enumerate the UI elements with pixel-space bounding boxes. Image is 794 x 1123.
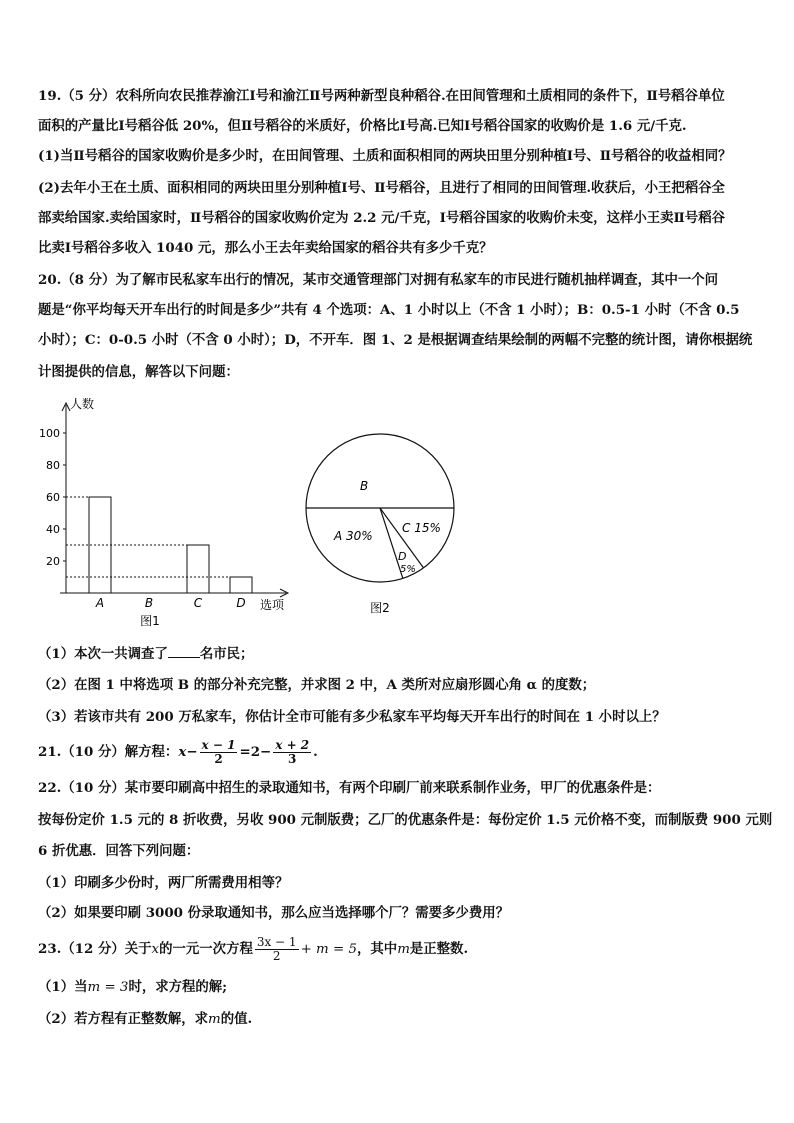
figure-2-pie-chart	[300, 400, 470, 620]
q19-subquestion-2-line-3: 比卖Ⅰ号稻谷多收入 1040 元，那么小王去年卖给国家的稻谷共有多少千克？	[38, 240, 493, 256]
x-tick-label-B: B	[144, 596, 154, 610]
q22-line-2: 按每份定价 1.5 元的 8 折收费，另收 900 元制版费；乙厂的优惠条件是：每份定价 1.5 元价格不变，而制版费 900 元则	[38, 812, 773, 828]
q23-plus-m: + m = 5	[300, 942, 358, 957]
q20-line-3: 小时）；C：0-0.5 小时（不含 0 小时）；D，不开车．图 1、2 是根据调查结果绘制的两幅不完整的统计图，请你根据统	[38, 332, 753, 348]
answer-blank	[168, 645, 200, 658]
q20-subquestion-2: （2）在图 1 中将选项 B 的部分补充完整，并求图 2 中，A 类所对应扇形圆心角 α 的度数；	[38, 677, 596, 693]
y-tick-label: 20	[46, 555, 60, 568]
pie-slice-label-C: C 15%	[402, 521, 441, 535]
y-tick-label: 80	[46, 459, 60, 472]
q23-s1-before: （1）当	[38, 979, 88, 995]
fraction-2	[273, 739, 311, 766]
var-x: x	[151, 942, 160, 957]
x-axis-label: 选项	[260, 598, 285, 612]
x-tick-label-D: D	[236, 596, 246, 610]
q23-mid: 的一元一次方程	[159, 941, 253, 957]
fraction-1	[200, 739, 238, 766]
q19-line-2: 面积的产量比Ⅰ号稻谷低 20%，但Ⅱ号稻谷的米质好，价格比Ⅰ号高.已知Ⅰ号稻谷国家的收购价是 1.6 元/千克.	[38, 118, 687, 134]
q23-subquestion-2	[38, 1010, 252, 1029]
pie-slice-label-A: A 30%	[334, 529, 373, 543]
q21-equation	[38, 737, 318, 767]
q19-subquestion-2-line-2: 部卖给国家.卖给国家时，Ⅱ号稻谷的国家收购价定为 2.2 元/千克，Ⅰ号稻谷国家的收购价未变，这样小王卖Ⅱ号稻谷	[38, 210, 725, 226]
q23-numerator: 3x − 1	[256, 935, 297, 949]
figure-1-bar-chart	[30, 393, 300, 633]
q20-s1-after: 名市民；	[199, 646, 254, 662]
minus-sign: −	[186, 744, 198, 760]
q23-post2: 是正整数.	[409, 941, 469, 957]
equals-two-minus: =2−	[239, 744, 272, 760]
q23-s2-m: m	[208, 1012, 221, 1027]
y-tick-label: 40	[46, 523, 60, 536]
pie-slice-value-D: 5%	[400, 564, 416, 575]
y-axis-label: 人数	[70, 397, 95, 411]
var-x: x	[178, 744, 187, 760]
var-m: m	[397, 942, 410, 957]
period: .	[313, 744, 318, 760]
q23-s1-after: 时，求方程的解;	[128, 979, 228, 995]
figure-1-caption: 图1	[140, 614, 160, 628]
q20-subquestion-3: （3）若该市共有 200 万私家车，你估计全市可能有多少私家车平均每天开车出行的时间在 1 小时以上？	[38, 709, 666, 725]
q23-stem	[38, 934, 468, 965]
q23-subquestion-1	[38, 978, 227, 997]
y-tick-label: 100	[39, 427, 60, 440]
q23-fraction	[255, 936, 299, 963]
q22-subquestion-2: （2）如果要印刷 3000 份录取通知书，那么应当选择哪个厂？需要多少费用？	[38, 905, 510, 921]
fraction-2-numerator: x + 2	[275, 738, 310, 752]
fraction-1-denominator: 2	[214, 752, 223, 766]
q20-line-2: 题是“你平均每天开车出行的时间是多少”共有 4 个选项：A、1 小时以上（不含 1 小时）；B：0.5-1 小时（不含 0.5	[38, 302, 740, 318]
q19-subquestion-2-line-1: (2)去年小王在土质、面积相同的两块田里分别种植Ⅰ号、Ⅱ号稻谷，且进行了相同的田间管理.收获后，小王把稻谷全	[38, 180, 725, 196]
q23-s2-after: 的值.	[220, 1011, 253, 1027]
q23-denominator: 2	[272, 949, 281, 963]
figure-2-caption: 图2	[370, 601, 390, 615]
x-tick-label-C: C	[193, 596, 203, 610]
y-tick-label: 60	[46, 491, 60, 504]
fraction-1-numerator: x − 1	[201, 738, 236, 752]
q19-subquestion-1: (1)当Ⅱ号稻谷的国家收购价是多少时，在田间管理、土质和面积相同的两块田里分别种植Ⅰ号、Ⅱ号稻谷的收益相同？	[38, 148, 732, 164]
q22-line-3: 6 折优惠．回答下列问题：	[38, 843, 200, 859]
fraction-2-denominator: 3	[288, 752, 297, 766]
q20-line-4: 计图提供的信息，解答以下问题：	[38, 364, 239, 380]
pie-slice-label-B: B	[360, 479, 369, 493]
q20-line-1: 20.（8 分）为了解市民私家车出行的情况，某市交通管理部门对拥有私家车的市民进行随机抽样调查，其中一个问	[38, 272, 719, 288]
x-tick-label-A: A	[95, 596, 105, 610]
q20-subquestion-1	[38, 645, 253, 663]
q22-subquestion-1: （1）印刷多少份时，两厂所需费用相等？	[38, 875, 289, 891]
pie-slice-label-D: D	[398, 550, 407, 563]
q23-s1-m: m = 3	[87, 980, 129, 995]
q23-s2-before: （2）若方程有正整数解，求	[38, 1011, 209, 1027]
q19-line-1: 19.（5 分）农科所向农民推荐渝江Ⅰ号和渝江Ⅱ号两种新型良种稻谷.在田间管理和土质相同的条件下，Ⅱ号稻谷单位	[38, 88, 725, 104]
q23-post: ，其中	[357, 941, 398, 957]
q22-line-1: 22.（10 分）某市要印刷高中招生的录取通知书，有两个印刷厂前来联系制作业务，甲厂的优惠条件是：	[38, 780, 661, 796]
q23-pre: 23.（12 分）关于	[38, 941, 152, 957]
q21-text: 21.（10 分）解方程：	[38, 744, 179, 760]
q20-s1-before: （1）本次一共调查了	[38, 646, 168, 662]
bar-D	[230, 577, 252, 593]
bar-C	[187, 545, 209, 593]
